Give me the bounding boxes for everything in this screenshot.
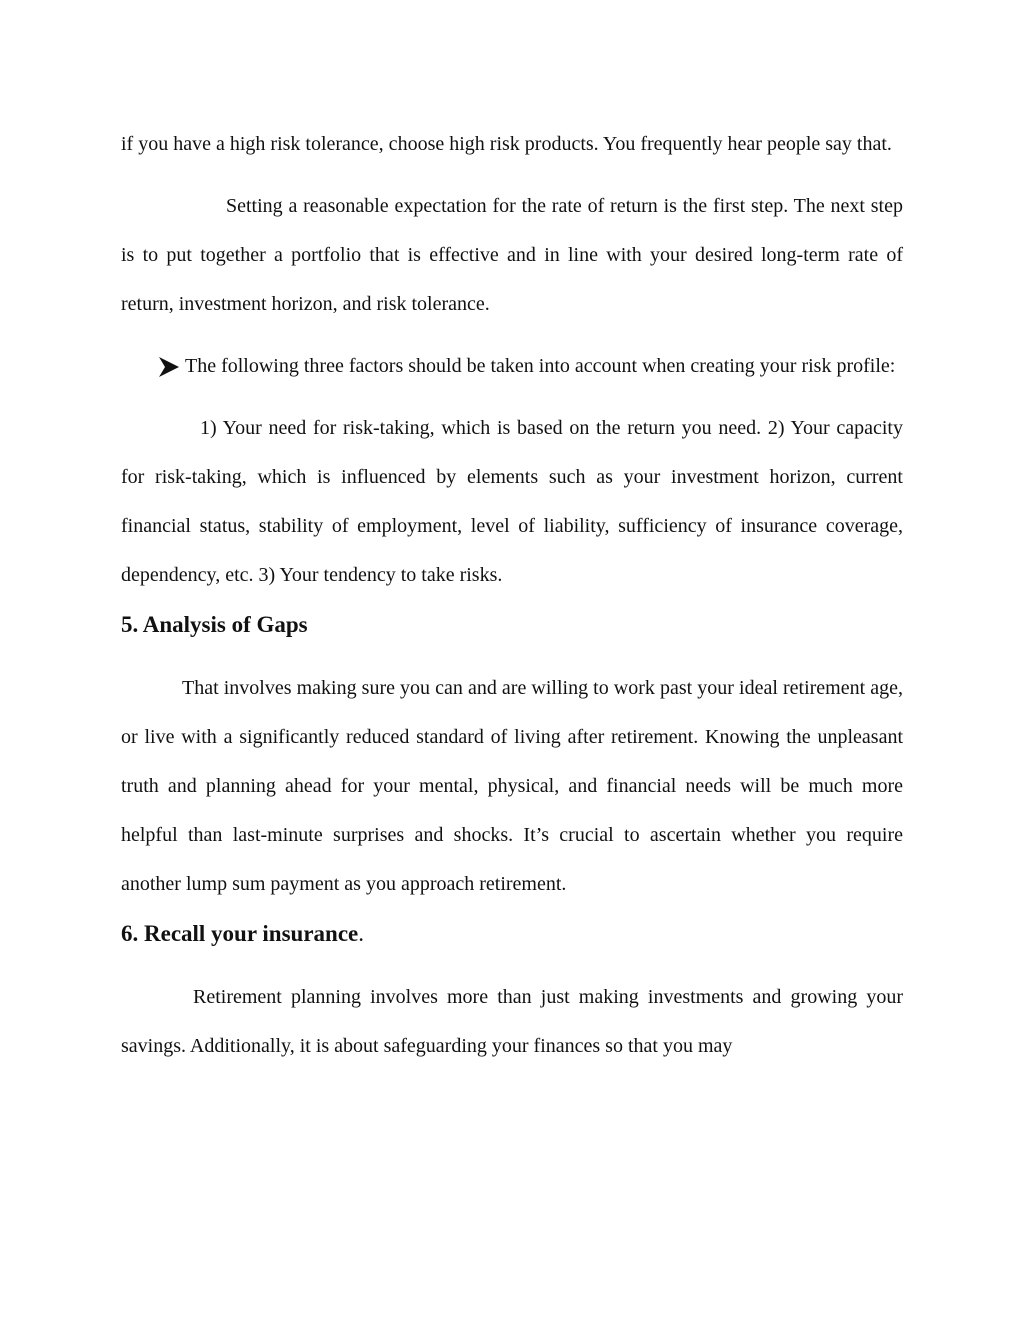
arrowhead-bullet-icon <box>157 355 181 379</box>
section-heading-text: 5. Analysis of Gaps <box>121 612 308 637</box>
heading-period: . <box>358 921 364 946</box>
bullet-text: The following three factors should be taken into account when creating your risk profile: <box>185 355 896 377</box>
body-paragraph: Setting a reasonable expectation for the rate of return is the first step. The next step is to put together a portfolio that is effective and in line with your desired long-term rate of return, investment horizon, and risk tolerance. <box>121 195 903 315</box>
section-heading-text: 6. Recall your insurance <box>121 921 359 946</box>
body-paragraph: Retirement planning involves more than just making investments and growing your savings. Additionally, it is about safeguarding your finances so that you may <box>121 986 903 1057</box>
section-heading <box>121 909 903 958</box>
section-heading <box>121 600 903 649</box>
body-paragraph: if you have a high risk tolerance, choose high risk products. You frequently hear people say that. <box>121 133 892 155</box>
bullet-item <box>121 342 903 391</box>
body-paragraph: 1) Your need for risk-taking, which is based on the return you need. 2) Your capacity for risk-taking, which is influenced by elements such as your investment horizon, current financial status, stability of employment, level of liability, sufficiency of insurance coverage, dependency, etc. 3) Your tendency to take risks. <box>121 417 903 586</box>
document-page <box>121 120 903 1071</box>
body-paragraph: That involves making sure you can and are willing to work past your ideal retirement age, or live with a significantly reduced standard of living after retirement. Knowing the unpleasant truth and planning ahead for your mental, physical, and financial needs will be much more helpful than last-minute surprises and shocks. It’s crucial to ascertain whether you require another lump sum payment as you approach retirement. <box>121 677 903 895</box>
